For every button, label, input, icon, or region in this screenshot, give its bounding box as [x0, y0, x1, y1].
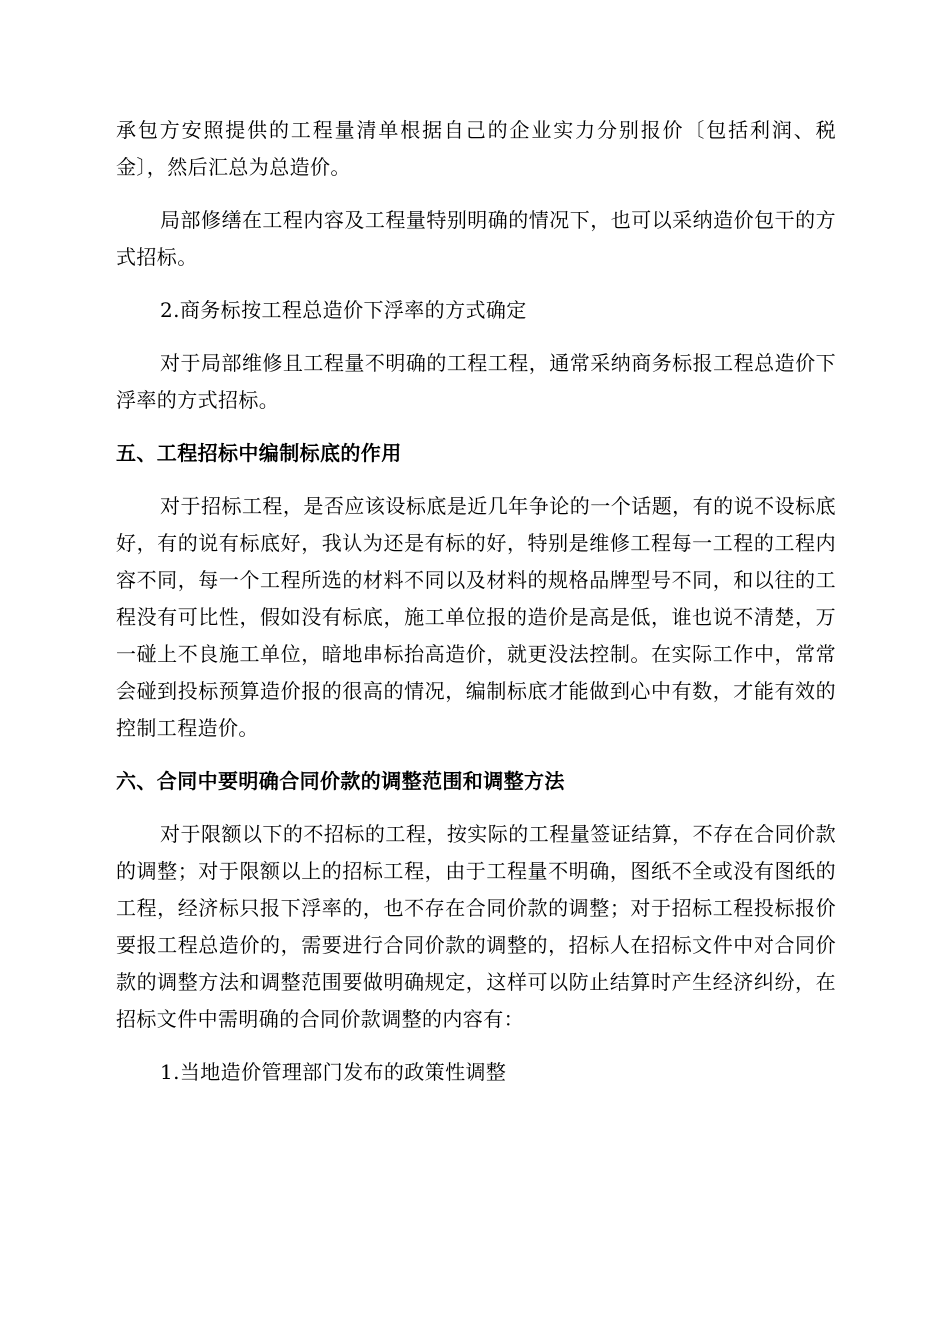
list-item-policy-adjustment: 1.当地造价管理部门发布的政策性调整 — [160, 1060, 507, 1084]
paragraph-lump-sum: 局部修缮在工程内容及工程量特别明确的情况下，也可以采纳造价包干的方式招标。 — [116, 208, 836, 269]
paragraph-contract-pricing: 承包方安照提供的工程量清单根据自己的企业实力分别报价〔包括利润、税金〕，然后汇总为总造价。 — [116, 118, 836, 179]
subheading-float-rate: 2.商务标按工程总造价下浮率的方式确定 — [160, 298, 527, 322]
paragraph-bid-baseline: 对于招标工程，是否应该设标底是近几年争论的一个话题，有的说不设标底好，有的说有标底好，我认为还是有标的好，特别是维修工程每一工程的工程内容不同，每一个工程所选的材料不同以及材料的规格品牌型号不同，和以往的工程没有可比性，假如没有标底，施工单位报的造价是高是低，谁也说不清楚，万一碰上不良施工单位，暗地串标抬高造价，就更没法控制。在实际工作中，常常会碰到投标预算造价报的很高的情况，编制标底才能做到心中有数，才能有效的控制工程造价。 — [116, 494, 836, 740]
paragraph-price-adjustment: 对于限额以下的不招标的工程，按实际的工程量签证结算，不存在合同价款的调整；对于限额以上的招标工程，由于工程量不明确，图纸不全或没有图纸的工程，经济标只报下浮率的，也不存在合同价款的调整；对于招标工程投标报价要报工程总造价的，需要进行合同价款的调整的，招标人在招标文件中对合同价款的调整方法和调整范围要做明确规定，这样可以防止结算时产生经济纠纷，在招标文件中需明确的合同价款调整的内容有： — [116, 822, 836, 1031]
section-heading-6: 六、合同中要明确合同价款的调整范围和调整方法 — [116, 769, 565, 793]
document-body — [116, 112, 836, 1107]
section-heading-5: 五、工程招标中编制标底的作用 — [116, 441, 402, 465]
paragraph-float-rate: 对于局部维修且工程量不明确的工程工程，通常采纳商务标报工程总造价下浮率的方式招标。 — [116, 351, 836, 412]
